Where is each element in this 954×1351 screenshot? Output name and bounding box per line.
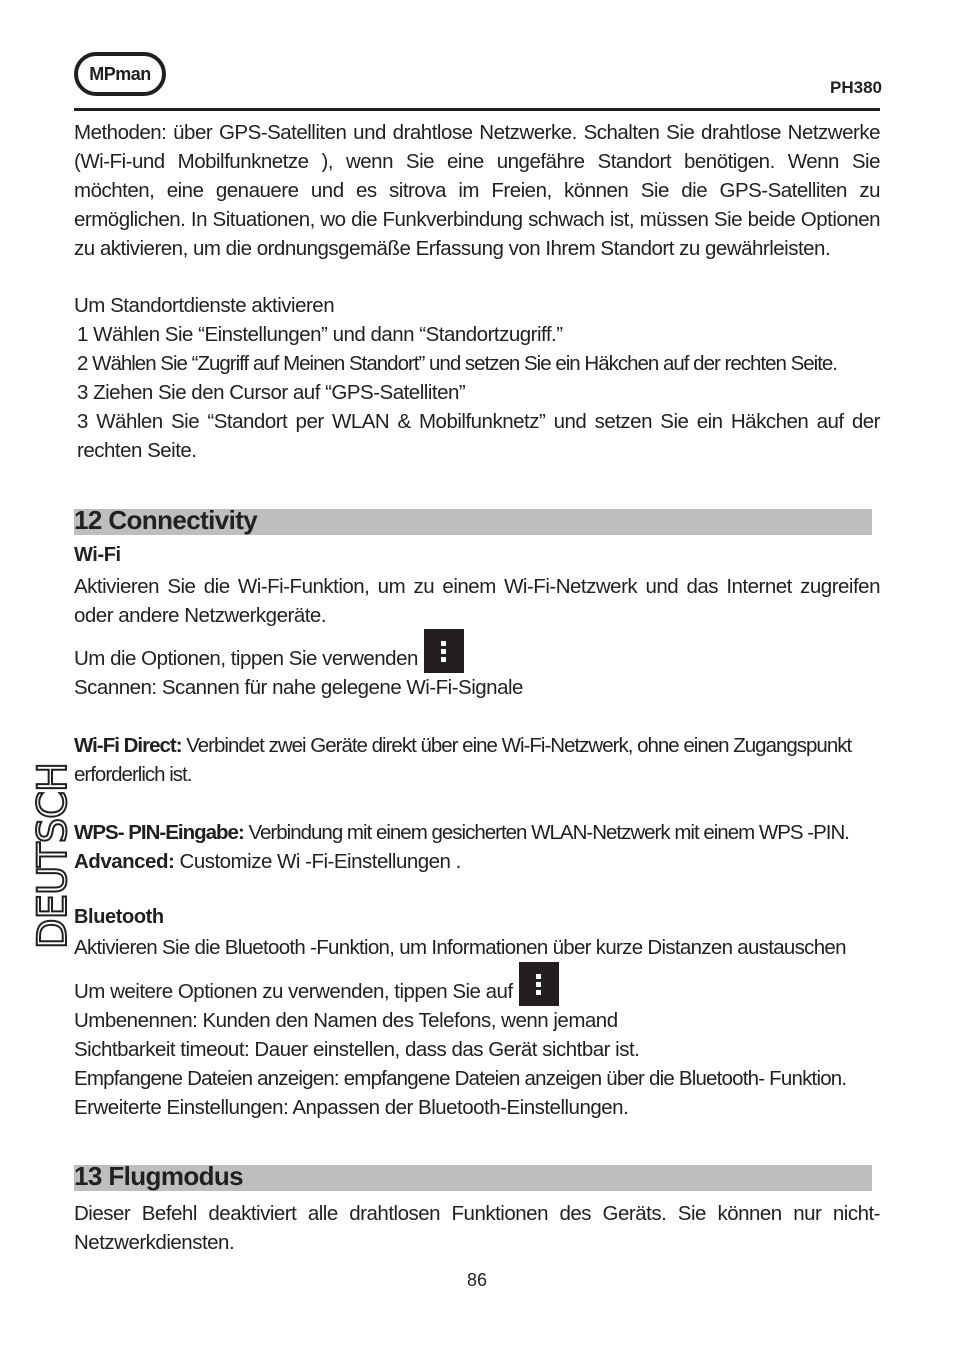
bluetooth-advanced-text: Erweiterte Einstellungen: Anpassen der Bluetooth-Einstellungen. [74, 1096, 629, 1119]
language-side-tab [28, 762, 78, 950]
advanced-label: Advanced: [74, 850, 175, 873]
wifi-scan-text: Scannen: Scannen für nahe gelegene Wi-Fi-Signale [74, 676, 523, 699]
section-13-heading [74, 1161, 872, 1191]
section-12-heading [74, 505, 872, 535]
section-13-text: Dieser Befehl deaktiviert alle drahtlosen Funktionen des Geräts. Sie können nur nicht-Netzwerkdiensten. [74, 1202, 880, 1254]
wifi-direct-label: Wi-Fi Direct: [74, 734, 182, 757]
menu-icon [519, 962, 559, 1006]
wifi-options-line [74, 629, 880, 702]
section-13-paragraph [74, 1199, 880, 1257]
wps-label: WPS- PIN-Eingabe: [74, 821, 244, 844]
bluetooth-options-text: Um weitere Optionen zu verwenden, tippen Sie auf [74, 980, 513, 1003]
bluetooth-desc-text: Aktivieren Sie die Bluetooth -Funktion, um Informationen über kurze Distanzen austauschen [74, 936, 846, 959]
wps-advanced-block [74, 818, 880, 876]
bluetooth-rename-text: Umbenennen: Kunden den Namen des Telefons, wenn jemand [74, 1009, 618, 1032]
steps-title: Um Standortdienste aktivieren [74, 294, 335, 317]
step-1: 1 Wählen Sie “Einstellungen” und dann “Standortzugriff.” [77, 323, 563, 346]
bluetooth-heading: Bluetooth [74, 906, 164, 928]
wifi-direct-paragraph [74, 731, 880, 789]
model-number: PH380 [830, 78, 882, 97]
bluetooth-description [74, 933, 880, 962]
wifi-direct-text: Verbindet zwei Geräte direkt über eine Wi-Fi-Netzwerk, ohne einen Zugangspunkt erforderlich ist. [74, 734, 852, 786]
advanced-text: Customize Wi -Fi-Einstellungen . [174, 850, 461, 873]
wifi-desc-text: Aktivieren Sie die Wi-Fi-Funktion, um zu einem Wi-Fi-Netzwerk und das Internet zugreifen oder andere Netzwerkgeräte. [74, 575, 880, 627]
step-3: 3 Ziehen Sie den Cursor auf “GPS-Satelliten” [77, 381, 466, 404]
section-12-title: 12 Connectivity [74, 505, 258, 535]
step-2: 2 Wählen Sie “Zugriff auf Meinen Standort” und setzen Sie ein Häkchen auf der rechten Seite. [77, 352, 838, 375]
intro-text: Methoden: über GPS-Satelliten und drahtlose Netzwerke. Schalten Sie drahtlose Netzwerke (Wi-Fi-und Mobilfunknetze ), wenn Sie eine ungefähre Standort benötigen. Wenn Sie möchten, eine genauere und es sitrova im Freien, können Sie die GPS-Satelliten zu ermöglichen. In Situationen, wo die Funkverbindung schwach ist, müssen Sie beide Optionen zu aktivieren, um die ordnungsgemäße Erfassung von Ihrem Standort zu gewährleisten. [74, 121, 880, 260]
bluetooth-visibility-text: Sichtbarkeit timeout: Dauer einstellen, dass das Gerät sichtbar ist. [74, 1038, 640, 1061]
location-steps [74, 291, 880, 465]
wps-text: Verbindung mit einem gesicherten WLAN-Netzwerk mit einem WPS -PIN. [243, 821, 849, 844]
mpman-logo [74, 52, 166, 96]
logo-text: MPman [89, 63, 151, 84]
header-rule [74, 108, 880, 111]
page-number: 86 [466, 1270, 488, 1290]
side-tab-text: DEUTSCH [30, 762, 76, 950]
menu-icon [424, 629, 464, 673]
wifi-options-text: Um die Optionen, tippen Sie verwenden [74, 647, 418, 670]
bluetooth-received-text: Empfangene Dateien anzeigen: empfangene Dateien anzeigen über die Bluetooth- Funktion. [74, 1067, 847, 1090]
wifi-heading: Wi-Fi [74, 544, 121, 566]
section-13-title: 13 Flugmodus [74, 1161, 244, 1191]
intro-paragraph [74, 118, 880, 263]
bluetooth-options-block [74, 962, 880, 1122]
wifi-description [74, 572, 880, 630]
step-4: 3 Wählen Sie “Standort per WLAN & Mobilfunknetz” und setzen Sie ein Häkchen auf der rechten Seite. [77, 410, 880, 462]
